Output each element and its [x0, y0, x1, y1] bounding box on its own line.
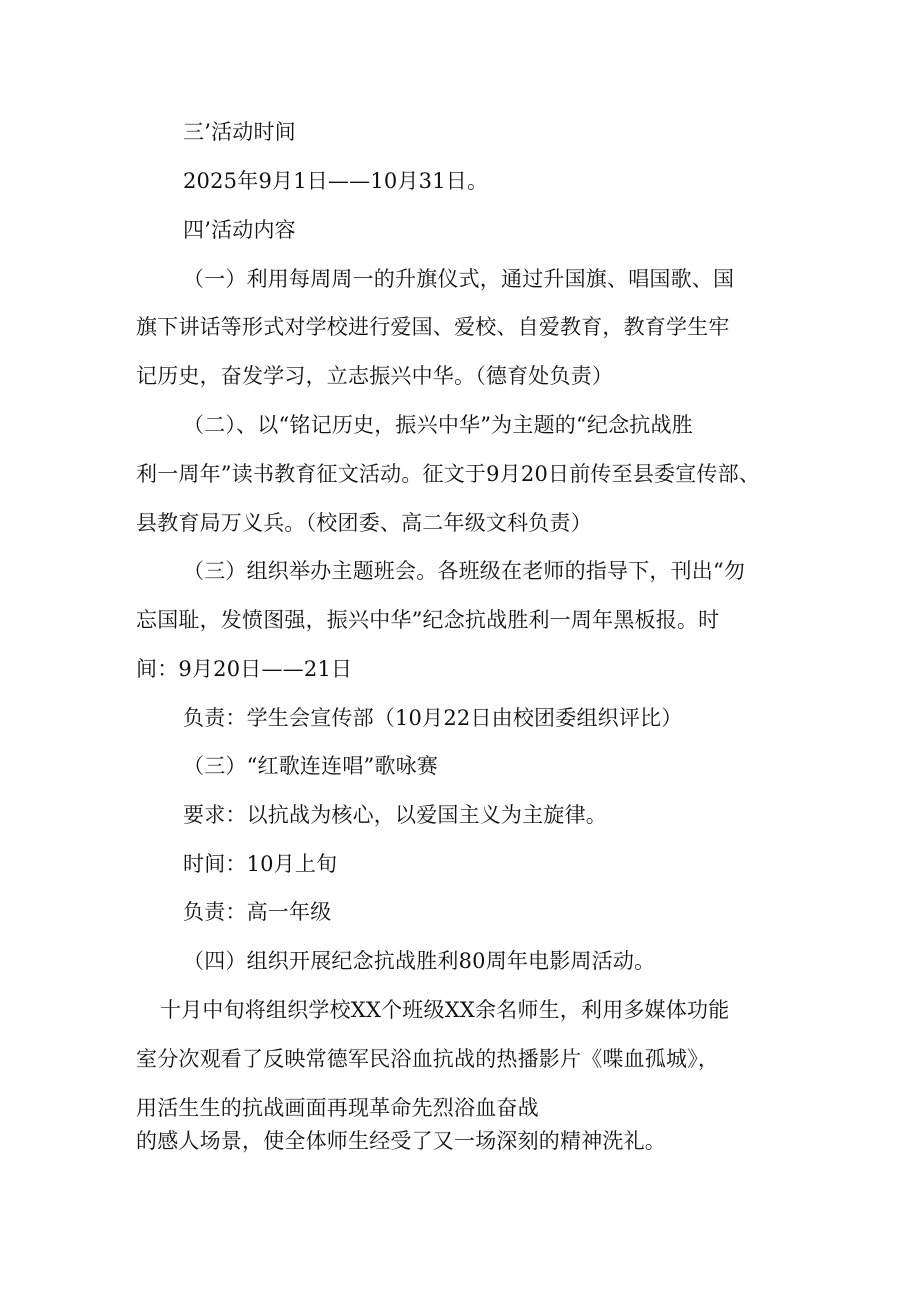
paragraph-line: 负责：学生会宣传部（10月22日由校团委组织评比） — [183, 706, 683, 730]
paragraph-line: 县教育局万义兵。（校团委、高二年级文科负责） — [136, 511, 592, 535]
paragraph-line: 用活生生的抗战画面再现革命先烈浴血奋战 — [136, 1096, 539, 1120]
heading-activity-content: 四’活动内容 — [183, 218, 296, 242]
paragraph-line: 忘国耻，发愤图强，振兴中华”纪念抗战胜利一周年黑板报。时 — [136, 608, 720, 632]
paragraph-line: 间：9月20日——21日 — [136, 657, 353, 681]
paragraph-line: （二）、以“铭记历史，振兴中华”为主题的“纪念抗战胜 — [183, 413, 693, 437]
paragraph-line: 时间：10月上旬 — [183, 852, 338, 876]
paragraph-line: （三）组织举办主题班会。各班级在老师的指导下，刊出“勿 — [183, 559, 746, 583]
paragraph-line: 利一周年”读书教育征文活动。征文于9月20日前传至县委宣传部、 — [136, 462, 761, 486]
paragraph-line: 的感人场景，使全体师生经受了又一场深刻的精神洗礼。 — [136, 1129, 666, 1153]
paragraph-line: 室分次观看了反映常德军民浴血抗战的热播影片《喋血孤城》， — [136, 1047, 720, 1071]
paragraph-line: （四）组织开展纪念抗战胜利80周年电影周活动。 — [183, 949, 656, 973]
activity-time-range: 2025年9月1日——10月31日。 — [183, 169, 489, 193]
paragraph-line: 要求：以抗战为核心，以爱国主义为主旋律。 — [183, 803, 607, 827]
paragraph-line: 负责：高一年级 — [183, 900, 332, 924]
paragraph-line: 十月中旬将组织学校XX个班级XX余名师生，利用多媒体功能 — [160, 998, 730, 1022]
paragraph-line: （三）“红歌连连唱”歌咏赛 — [183, 754, 439, 778]
paragraph-line: 记历史，奋发学习，立志振兴中华。（德育处负责） — [136, 364, 614, 388]
paragraph-line: 旗下讲话等形式对学校进行爱国、爱校、自爱教育，教育学生牢 — [136, 315, 730, 339]
paragraph-line: （一）利用每周周一的升旗仪式，通过升国旗、唱国歌、国 — [183, 267, 735, 291]
heading-activity-time: 三’活动时间 — [183, 120, 296, 144]
